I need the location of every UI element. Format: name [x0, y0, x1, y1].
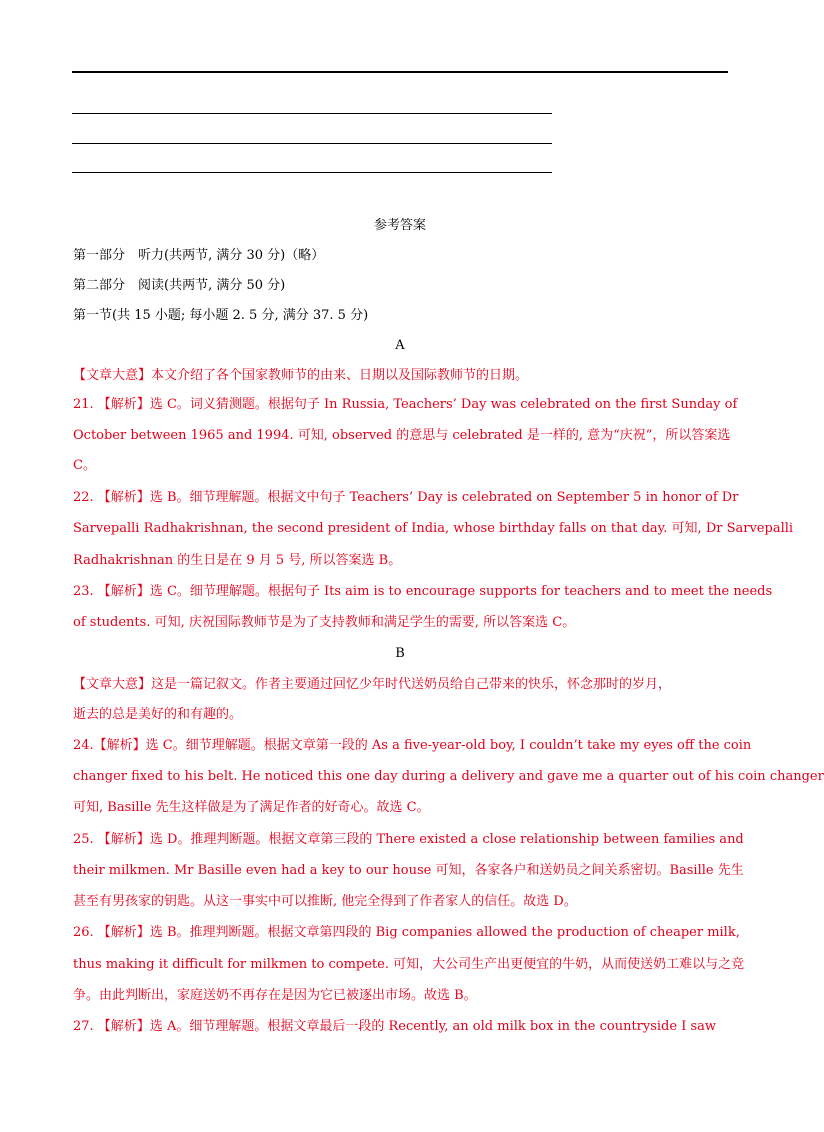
top-rule — [72, 71, 728, 73]
answer-text-line: Sarvepalli Radhakrishnan, the second president of India, whose birthday falls on that day. 可知, Dr Sarvepalli — [73, 521, 794, 536]
answer-text-line: changer fixed to his belt. He noticed this one day during a delivery and gave me a quarter out of his coin changer — [73, 769, 824, 784]
answer-text-line: 可知, Basille 先生这样做是为了满足作者的好奇心。故选 C。 — [73, 800, 430, 815]
answer-text-line: their milkmen. Mr Basille even had a key to our house 可知，各家各户和送奶员之间关系密切。Basille 先生 — [73, 863, 744, 878]
intro-line: 第一节(共 15 小题; 每小题 2. 5 分, 满分 37. 5 分) — [73, 308, 369, 323]
answer-line-2 — [72, 143, 552, 144]
answer-text-line: 26. 【解析】选 B。推理判断题。根据文章第四段的 Big companies allowed the production of cheaper milk, — [73, 925, 740, 940]
answer-text-line: of students. 可知, 庆祝国际教师节是为了支持教师和满足学生的需要, 所以答案选 C。 — [73, 615, 576, 630]
answer-text-line: Radhakrishnan 的生日是在 9 月 5 号, 所以答案选 B。 — [73, 553, 402, 568]
answer-text-line: 21. 【解析】选 C。词义猜测题。根据句子 In Russia, Teachers’ Day was celebrated on the first Sunday of — [73, 397, 738, 412]
answer-line-1 — [72, 113, 552, 114]
answer-text-line: C。 — [73, 458, 96, 473]
answer-text-line: 25. 【解析】选 D。推理判断题。根据文章第三段的 There existed a close relationship between families and — [73, 832, 744, 847]
answer-text-line: thus making it difficult for milkmen to compete. 可知，大公司生产出更便宜的牛奶，从而使送奶工难以与之竞 — [73, 957, 745, 972]
answer-text-line: October between 1965 and 1994. 可知, observed 的意思与 celebrated 是一样的, 意为“庆祝”，所以答案选 — [73, 428, 731, 443]
summary-a: 【文章大意】本文介绍了各个国家教师节的由来、日期以及国际教师节的日期。 — [73, 368, 529, 383]
intro-line: 第一部分 听力(共两节, 满分 30 分)（略） — [73, 248, 325, 263]
intro-line: 第二部分 阅读(共两节, 满分 50 分) — [73, 278, 286, 293]
answer-line-3 — [72, 172, 552, 173]
section-label-b: B — [395, 646, 405, 661]
answer-text-line: 27. 【解析】选 A。细节理解题。根据文章最后一段的 Recently, an old milk box in the countryside I saw — [73, 1019, 717, 1034]
answer-text-line: 22. 【解析】选 B。细节理解题。根据文中句子 Teachers’ Day is celebrated on September 5 in honor of Dr — [73, 490, 739, 505]
answer-text-line: 24.【解析】选 C。细节理解题。根据文章第一段的 As a five-year-old boy, I couldn’t take my eyes off the coin — [73, 738, 752, 753]
answer-text-line: 争。由此判断出，家庭送奶不再存在是因为它已被逐出市场。故选 B。 — [73, 988, 477, 1003]
answer-text-line: 甚至有男孩家的钥匙。从这一事实中可以推断, 他完全得到了作者家人的信任。故选 D。 — [73, 894, 577, 909]
page-title: 参考答案 — [373, 218, 426, 233]
section-label-a: A — [395, 338, 405, 353]
answer-text-line: 【文章大意】这是一篇记叙文。作者主要通过回忆少年时代送奶员给自己带来的快乐，怀念那时的岁月， — [73, 677, 672, 692]
answer-text-line: 23. 【解析】选 C。细节理解题。根据句子 Its aim is to encourage supports for teachers and to meet the needs — [73, 584, 773, 599]
answer-text-line: 逝去的总是美好的和有趣的。 — [73, 707, 243, 722]
